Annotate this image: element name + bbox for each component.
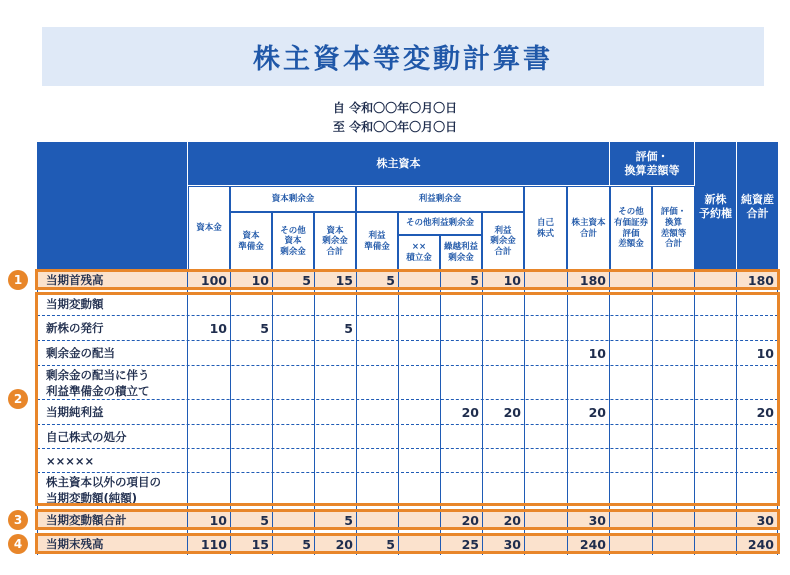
cell-closing: 15 (251, 537, 269, 552)
badge-1: 1 (8, 270, 28, 290)
header-legal-retained: 利益 準備金 (356, 212, 398, 271)
cell-total-changes: 30 (756, 513, 774, 528)
header-retained-carried-forward: 繰越利益 剰余金 (440, 235, 482, 271)
cell-opening: 180 (747, 273, 774, 288)
header-other-retained: その他利益剰余金 (398, 212, 482, 235)
cell-total-changes: 5 (344, 513, 353, 528)
header-corner (37, 142, 187, 271)
cell-total-changes: 10 (209, 513, 227, 528)
header-total-shareholders-equity: 株主資本 合計 (567, 186, 610, 271)
cell-opening: 10 (251, 273, 269, 288)
highlight-box-changes (35, 292, 780, 506)
cell-opening: 5 (470, 273, 479, 288)
cell-opening: 5 (302, 273, 311, 288)
badge-3: 3 (8, 510, 28, 530)
header-stock-acquisition-rights: 新株 予約権 (695, 142, 736, 271)
row-label-changes: 当期変動額 (46, 297, 104, 311)
highlight-box-closing (35, 533, 780, 554)
header-other-capital-surplus: その他 資本 剰余金 (272, 212, 314, 271)
header-capital-reserve: 資本 準備金 (230, 212, 272, 271)
title-banner (42, 27, 764, 86)
cell-closing: 30 (503, 537, 521, 552)
period-to: 至 令和〇〇年〇月〇日 (332, 120, 458, 134)
cell-total-changes: 5 (260, 513, 269, 528)
header-total-net-assets: 純資産 合計 (737, 142, 778, 271)
row-label-net-income: 当期純利益 (46, 405, 104, 419)
cell-closing: 5 (386, 537, 395, 552)
header-capital-stock: 資本金 (188, 186, 230, 271)
cell-total-changes: 20 (503, 513, 521, 528)
row-label-legal-reserve: 剰余金の配当に伴う 利益準備金の積立て (46, 368, 150, 398)
row-label-dividends: 剰余金の配当 (46, 346, 115, 360)
cell-net-income: 20 (588, 405, 606, 420)
cell-opening: 10 (503, 273, 521, 288)
cell-closing: 20 (335, 537, 353, 552)
header-total-retained: 利益 剰余金 合計 (482, 212, 524, 271)
header-total-capital-surplus: 資本 剰余金 合計 (314, 212, 356, 271)
period-from: 自 令和〇〇年〇月〇日 (332, 101, 458, 115)
cell-total-changes: 20 (461, 513, 479, 528)
cell-dividends: 10 (756, 346, 774, 361)
row-label-treasury-disposal: 自己株式の処分 (46, 430, 127, 444)
header-treasury-stock: 自己 株式 (524, 186, 567, 271)
cell-net-income: 20 (503, 405, 521, 420)
cell-opening: 180 (579, 273, 606, 288)
cell-closing: 5 (302, 537, 311, 552)
header-reserve-xx: ×× 積立金 (398, 235, 440, 271)
cell-opening: 5 (386, 273, 395, 288)
cell-new-shares: 5 (344, 321, 353, 336)
cell-new-shares: 10 (209, 321, 227, 336)
cell-dividends: 10 (588, 346, 606, 361)
highlight-box-opening (35, 269, 780, 290)
cell-closing: 240 (747, 537, 774, 552)
cell-closing: 240 (579, 537, 606, 552)
header-retained-earnings: 利益剰余金 (356, 186, 524, 212)
cell-new-shares: 5 (260, 321, 269, 336)
cell-opening: 100 (200, 273, 227, 288)
row-label-xxxxx: ××××× (46, 454, 95, 468)
highlight-box-total-changes (35, 509, 780, 530)
page-title: 株主資本等変動計算書 (253, 44, 553, 75)
cell-closing: 25 (461, 537, 479, 552)
cell-total-changes: 30 (588, 513, 606, 528)
badge-4: 4 (8, 534, 28, 554)
cell-net-income: 20 (756, 405, 774, 420)
cell-closing: 110 (200, 537, 227, 552)
cell-opening: 15 (335, 273, 353, 288)
header-capital-surplus: 資本剰余金 (230, 186, 356, 212)
row-label-opening: 当期首残高 (46, 273, 104, 287)
cell-net-income: 20 (461, 405, 479, 420)
badge-2: 2 (8, 389, 28, 409)
row-label-closing: 当期末残高 (46, 537, 104, 551)
header-other-securities-valuation: その他 有価証券 評価 差額金 (610, 186, 652, 271)
row-label-other-items: 株主資本以外の項目の 当期変動額(純額) (46, 475, 161, 505)
header-total-valuation: 評価・ 換算 差額等 合計 (652, 186, 695, 271)
row-label-new-shares: 新株の発行 (46, 321, 104, 335)
row-label-total-changes: 当期変動額合計 (46, 513, 127, 527)
header-valuation-adjustments: 評価・ 換算差額等 (610, 142, 694, 185)
header-shareholders-equity: 株主資本 (188, 142, 609, 185)
